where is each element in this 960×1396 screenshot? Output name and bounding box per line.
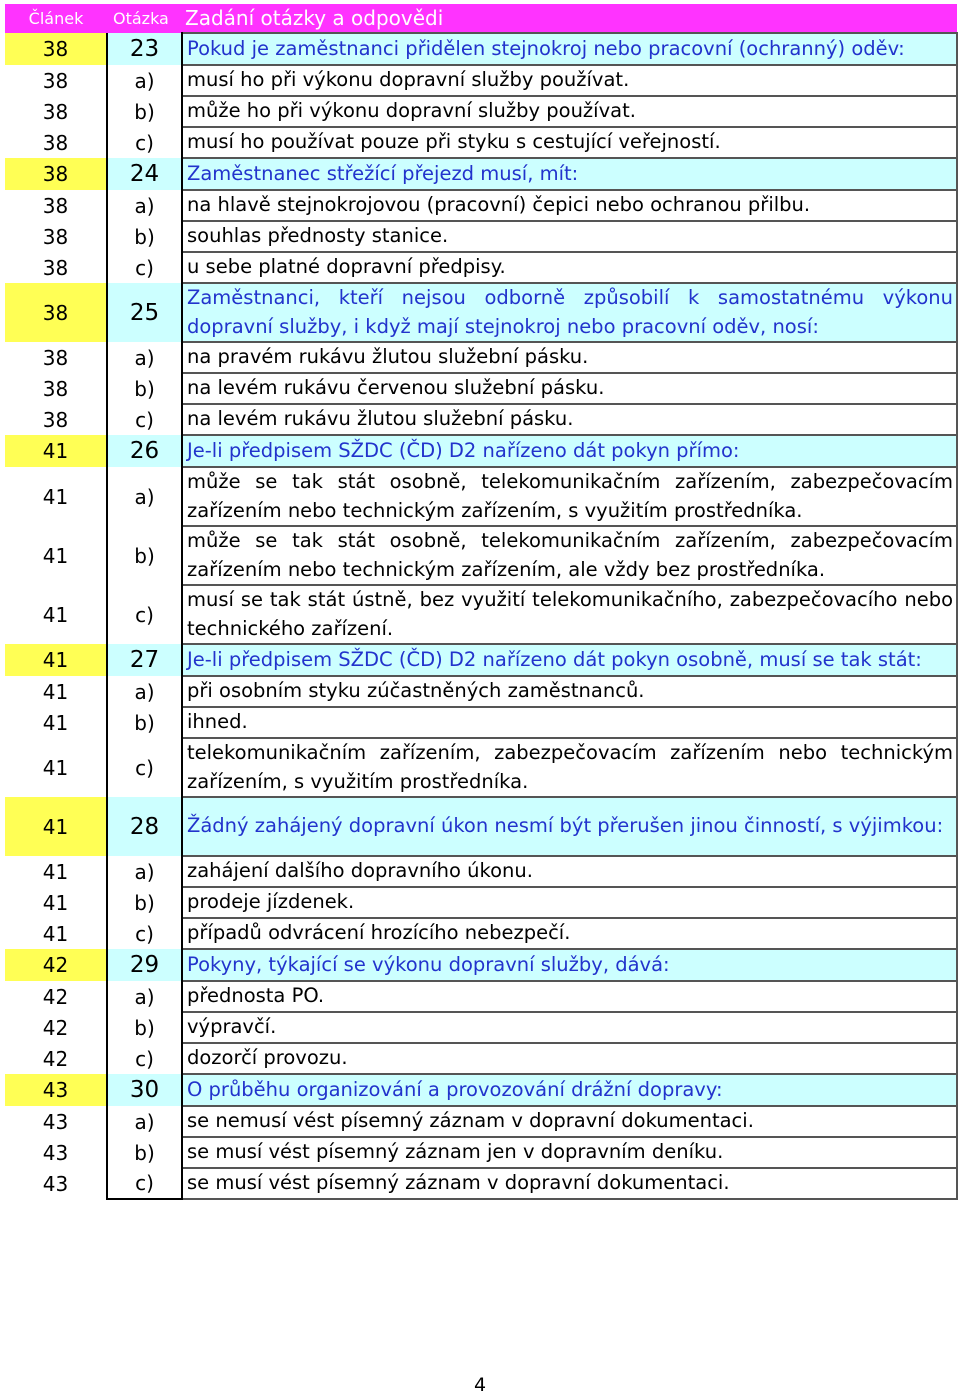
answer-article: 42 <box>42 1015 69 1040</box>
answer-row <box>5 127 957 158</box>
question-text: Pokud je zaměstnanci přidělen stejnokroj nebo pracovní (ochranný) oděv: <box>182 33 957 65</box>
question-row <box>5 33 957 65</box>
answer-letter: a) <box>107 856 182 887</box>
answer-text: musí ho při výkonu dopravní služby používat. <box>182 65 957 96</box>
question-text: O průběhu organizování a provozování drážní dopravy: <box>182 1074 957 1106</box>
answer-text: na hlavě stejnokrojovou (pracovní) čepici nebo ochranou přilbu. <box>182 190 957 221</box>
header-article: Článek <box>5 4 107 33</box>
answer-article: 41 <box>42 755 69 780</box>
answer-text: na pravém rukávu žlutou služební pásku. <box>182 342 957 373</box>
question-row <box>5 435 957 467</box>
answer-letter: c) <box>107 252 182 283</box>
answer-article: 43 <box>42 1171 69 1196</box>
answer-row <box>5 404 957 435</box>
question-rows <box>5 33 957 1199</box>
question-article: 43 <box>5 1074 107 1106</box>
answer-text: výpravčí. <box>182 1012 957 1043</box>
answer-letter: b) <box>107 1012 182 1043</box>
answer-article: 41 <box>42 921 69 946</box>
answer-text: zahájení dalšího dopravního úkonu. <box>182 856 957 887</box>
answer-article: 38 <box>42 345 69 370</box>
answer-row <box>5 373 957 404</box>
answer-letter: a) <box>107 676 182 707</box>
answer-letter: b) <box>107 1137 182 1168</box>
page-number: 4 <box>473 1374 487 1396</box>
answer-article: 38 <box>42 193 69 218</box>
answer-text: ihned. <box>182 707 957 738</box>
question-text: Pokyny, týkající se výkonu dopravní služby, dává: <box>182 949 957 981</box>
answer-text: souhlas přednosty stanice. <box>182 221 957 252</box>
answer-letter: c) <box>107 1168 182 1199</box>
answer-letter: c) <box>107 404 182 435</box>
question-article: 38 <box>5 158 107 190</box>
answer-row <box>5 252 957 283</box>
answer-text: telekomunikačním zařízením, zabezpečovacím zařízením nebo technickým zařízením, s využitím prostředníka. <box>182 738 957 797</box>
answer-text: případů odvrácení hrozícího nebezpečí. <box>182 918 957 949</box>
answer-text: na levém rukávu žlutou služební pásku. <box>182 404 957 435</box>
answer-text: se nemusí vést písemný záznam v dopravní dokumentaci. <box>182 1106 957 1137</box>
question-article: 41 <box>5 644 107 676</box>
answer-text: musí ho používat pouze při styku s cestující veřejností. <box>182 127 957 158</box>
question-article: 42 <box>5 949 107 981</box>
answer-article: 42 <box>42 1046 69 1071</box>
answer-row <box>5 96 957 127</box>
question-number: 25 <box>107 283 182 342</box>
answer-text: může ho při výkonu dopravní služby používat. <box>182 96 957 127</box>
answer-row <box>5 1012 957 1043</box>
answer-article: 42 <box>42 984 69 1009</box>
question-number: 24 <box>107 158 182 190</box>
answer-row <box>5 707 957 738</box>
answer-article: 41 <box>42 679 69 704</box>
answer-letter: a) <box>107 342 182 373</box>
question-row <box>5 283 957 342</box>
answer-letter: c) <box>107 585 182 644</box>
answer-row <box>5 467 957 526</box>
answer-letter: c) <box>107 918 182 949</box>
answer-row <box>5 526 957 585</box>
answer-article: 43 <box>42 1140 69 1165</box>
answer-text: může se tak stát osobně, telekomunikačním zařízením, zabezpečovacím zařízením nebo technickým zařízením, ale vždy bez prostředníka. <box>182 526 957 585</box>
question-sheet <box>5 4 957 1200</box>
question-number: 26 <box>107 435 182 467</box>
answer-article: 41 <box>42 859 69 884</box>
question-text: Zaměstnanci, kteří nejsou odborně způsobilí k samostatnému výkonu dopravní služby, i když mají stejnokroj nebo pracovní oděv, nosí: <box>182 283 957 342</box>
answer-row <box>5 65 957 96</box>
question-row <box>5 1074 957 1106</box>
answer-article: 38 <box>42 68 69 93</box>
answer-letter: a) <box>107 1106 182 1137</box>
answer-row <box>5 1106 957 1137</box>
question-number: 23 <box>107 33 182 65</box>
answer-row <box>5 585 957 644</box>
answer-row <box>5 918 957 949</box>
answer-row <box>5 342 957 373</box>
answer-letter: b) <box>107 373 182 404</box>
answer-article: 38 <box>42 407 69 432</box>
question-number: 30 <box>107 1074 182 1106</box>
answer-text: na levém rukávu červenou služební pásku. <box>182 373 957 404</box>
answer-article: 41 <box>42 710 69 735</box>
header-text: Zadání otázky a odpovědi <box>182 4 957 33</box>
answer-letter: b) <box>107 96 182 127</box>
answer-row <box>5 981 957 1012</box>
answer-letter: a) <box>107 65 182 96</box>
answer-row <box>5 738 957 797</box>
answer-letter: b) <box>107 221 182 252</box>
question-article: 41 <box>5 797 107 856</box>
question-number: 29 <box>107 949 182 981</box>
question-text: Je-li předpisem SŽDC (ČD) D2 nařízeno dát pokyn osobně, musí se tak stát: <box>182 644 957 676</box>
answer-row <box>5 190 957 221</box>
answer-letter: a) <box>107 190 182 221</box>
answer-letter: b) <box>107 526 182 585</box>
question-number: 28 <box>107 797 182 856</box>
answer-article: 41 <box>42 890 69 915</box>
answer-article: 38 <box>42 376 69 401</box>
question-article: 41 <box>5 435 107 467</box>
answer-letter: c) <box>107 1043 182 1074</box>
answer-article: 41 <box>42 543 69 568</box>
answer-text: u sebe platné dopravní předpisy. <box>182 252 957 283</box>
answer-row <box>5 221 957 252</box>
answer-text: se musí vést písemný záznam v dopravní dokumentaci. <box>182 1168 957 1199</box>
answer-text: prodeje jízdenek. <box>182 887 957 918</box>
answer-letter: b) <box>107 707 182 738</box>
answer-text: přednosta PO. <box>182 981 957 1012</box>
answer-row <box>5 856 957 887</box>
answer-letter: c) <box>107 738 182 797</box>
questions-table <box>5 4 958 1200</box>
answer-article: 38 <box>42 255 69 280</box>
answer-article: 41 <box>42 484 69 509</box>
question-article: 38 <box>5 33 107 65</box>
answer-letter: c) <box>107 127 182 158</box>
question-row <box>5 797 957 856</box>
question-text: Je-li předpisem SŽDC (ČD) D2 nařízeno dát pokyn přímo: <box>182 435 957 467</box>
answer-article: 41 <box>42 602 69 627</box>
question-text: Zaměstnanec střežící přejezd musí, mít: <box>182 158 957 190</box>
question-text: Žádný zahájený dopravní úkon nesmí být přerušen jinou činností, s výjimkou: <box>182 797 957 856</box>
answer-text: dozorčí provozu. <box>182 1043 957 1074</box>
answer-row <box>5 887 957 918</box>
answer-article: 38 <box>42 130 69 155</box>
question-article: 38 <box>5 283 107 342</box>
answer-article: 38 <box>42 224 69 249</box>
answer-row <box>5 1168 957 1199</box>
answer-text: při osobním styku zúčastněných zaměstnanců. <box>182 676 957 707</box>
answer-row <box>5 676 957 707</box>
answer-letter: b) <box>107 887 182 918</box>
question-row <box>5 949 957 981</box>
answer-article: 43 <box>42 1109 69 1134</box>
answer-article: 38 <box>42 99 69 124</box>
answer-letter: a) <box>107 467 182 526</box>
answer-text: se musí vést písemný záznam jen v dopravním deníku. <box>182 1137 957 1168</box>
question-row <box>5 158 957 190</box>
question-number: 27 <box>107 644 182 676</box>
answer-letter: a) <box>107 981 182 1012</box>
answer-row <box>5 1137 957 1168</box>
header-question: Otázka <box>107 4 182 33</box>
answer-text: musí se tak stát ústně, bez využití telekomunikačního, zabezpečovacího nebo technického zařízení. <box>182 585 957 644</box>
answer-row <box>5 1043 957 1074</box>
header-row <box>5 4 957 33</box>
answer-text: může se tak stát osobně, telekomunikačním zařízením, zabezpečovacím zařízením nebo technickým zařízením, s využitím prostředníka. <box>182 467 957 526</box>
question-row <box>5 644 957 676</box>
